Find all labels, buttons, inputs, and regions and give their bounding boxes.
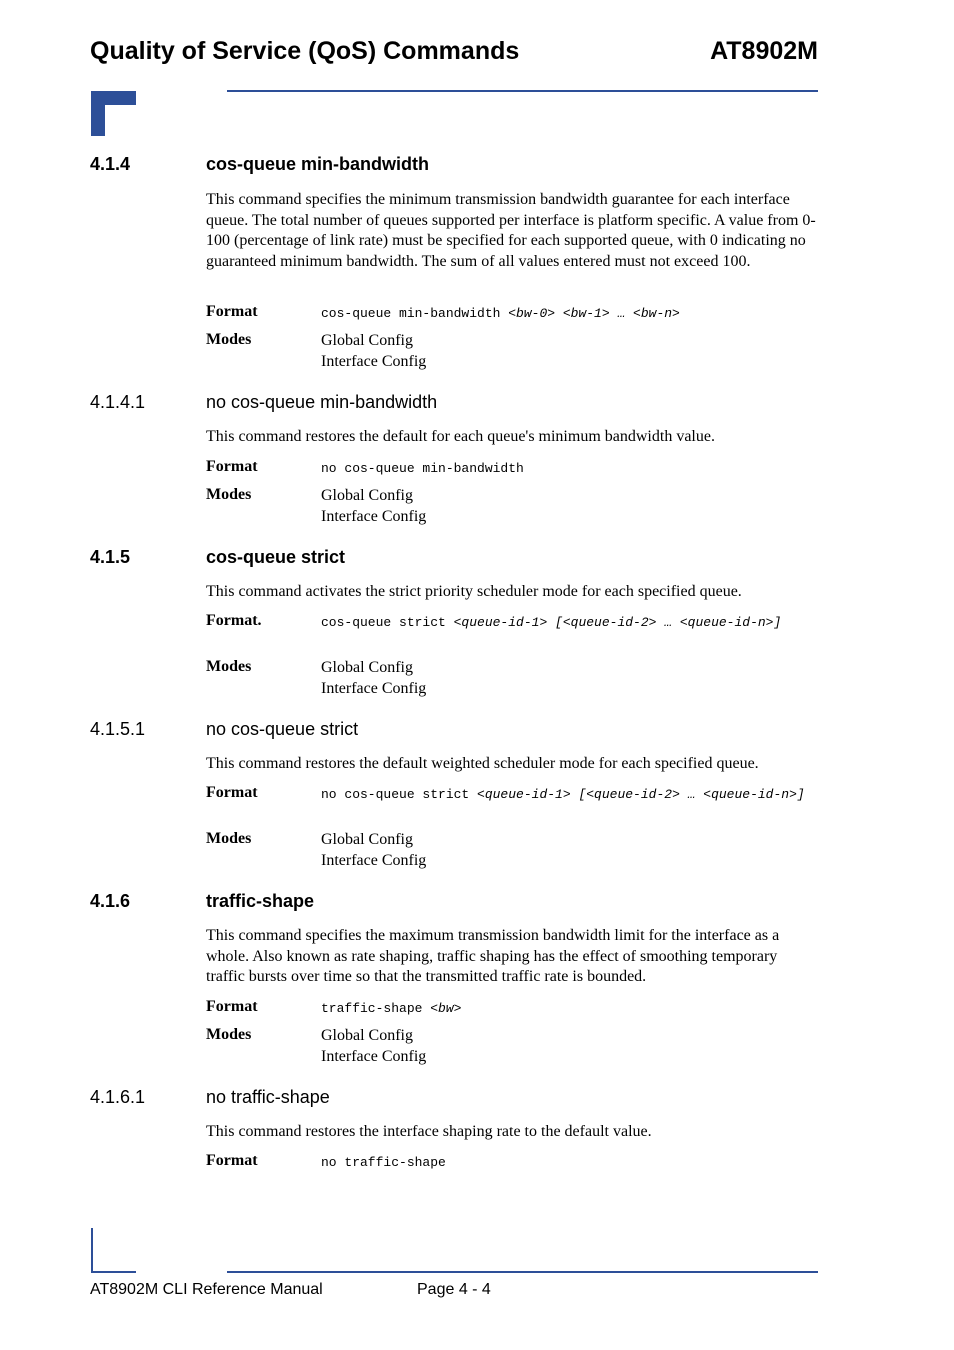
mode-item: Interface Config	[321, 352, 427, 370]
modes-label: Modes	[206, 1026, 252, 1043]
section-heading-4-1-4-1	[90, 392, 437, 413]
format-command	[321, 460, 813, 478]
format-command	[321, 305, 813, 323]
section-heading-4-1-6-1	[90, 1087, 330, 1108]
section-heading-4-1-5	[90, 547, 345, 568]
footer-page-number: Page 4 - 4	[417, 1281, 491, 1298]
section-heading-4-1-6	[90, 891, 314, 912]
modes-label: Modes	[206, 331, 252, 348]
section-description: This command restores the interface shaping rate to the default value.	[206, 1123, 652, 1140]
format-label: Format	[206, 1152, 258, 1169]
section-title: traffic-shape	[206, 891, 315, 911]
modes-label: Modes	[206, 486, 252, 503]
footer-corner-mark	[91, 1271, 136, 1273]
mode-item: Global Config	[321, 487, 413, 504]
command-text: cos-queue strict	[321, 615, 454, 630]
mode-item: Global Config	[321, 1027, 413, 1044]
section-number: 4.1.4	[90, 154, 131, 174]
footer-manual-title: AT8902M CLI Reference Manual	[90, 1281, 323, 1298]
command-text: no traffic-shape	[321, 1155, 446, 1170]
mode-item: Interface Config	[321, 679, 427, 697]
mode-item: Interface Config	[321, 1047, 427, 1065]
mode-item: Interface Config	[321, 507, 427, 525]
section-number: 4.1.6	[90, 891, 131, 911]
mode-item: Global Config	[321, 659, 413, 676]
header-rule	[227, 90, 818, 92]
section-number: 4.1.5	[90, 547, 131, 567]
command-text: traffic-shape	[321, 1001, 431, 1016]
page-header-title: Quality of Service (QoS) Commands	[90, 37, 520, 65]
mode-item: Global Config	[321, 831, 413, 848]
section-description: This command specifies the maximum transmission bandwidth limit for the interface as a whole. Also known as rate shaping, traffic shaping has the effect of smoothing temporary traffic bursts over time so that the transmitted traffic rate is bounded.	[206, 927, 780, 986]
section-title: no cos-queue min-bandwidth	[206, 392, 438, 412]
section-heading-4-1-5-1	[90, 719, 358, 740]
section-number: 4.1.5.1	[90, 719, 146, 739]
footer-rule	[227, 1271, 818, 1273]
command-arguments: <queue-id-1> [<queue-id-2> … <queue-id-n>]	[453, 615, 782, 630]
modes-label: Modes	[206, 830, 252, 847]
mode-item: Global Config	[321, 332, 413, 349]
section-title: no traffic-shape	[206, 1087, 330, 1107]
mode-item: Interface Config	[321, 851, 427, 869]
modes-list	[321, 486, 426, 527]
page-header-product: AT8902M	[710, 37, 818, 65]
command-arguments: <bw-0> <bw-1> … <bw-n>	[508, 306, 680, 321]
format-command	[321, 1000, 813, 1018]
command-arguments: <queue-id-1> [<queue-id-2> … <queue-id-n>]	[477, 787, 805, 802]
header-corner-mark-vertical	[91, 91, 105, 136]
format-label: Format.	[206, 612, 262, 629]
section-number: 4.1.6.1	[90, 1087, 146, 1107]
footer-corner-mark-vertical	[91, 1228, 93, 1273]
modes-label: Modes	[206, 658, 252, 675]
command-text: cos-queue min-bandwidth	[321, 306, 509, 321]
command-text: no cos-queue strict	[321, 787, 478, 802]
format-command	[321, 786, 813, 804]
command-arguments: <bw>	[430, 1001, 462, 1016]
modes-list	[321, 1026, 426, 1067]
modes-list	[321, 331, 426, 372]
format-command	[321, 614, 813, 632]
section-description: This command specifies the minimum transmission bandwidth guarantee for each interface queue. The total number of queues supported per interface is platform specific. A value from 0-100 (percentage of link rate) must be specified for each supported queue, with 0 indicating no guaranteed minimum bandwidth. The sum of all values entered must not exceed 100.	[206, 191, 816, 271]
modes-list	[321, 658, 426, 699]
section-number: 4.1.4.1	[90, 392, 146, 412]
section-title: no cos-queue strict	[206, 719, 359, 739]
format-label: Format	[206, 458, 258, 475]
format-label: Format	[206, 998, 258, 1015]
section-description: This command restores the default for each queue's minimum bandwidth value.	[206, 428, 715, 445]
modes-list	[321, 830, 426, 871]
section-heading-4-1-4	[90, 154, 429, 175]
section-description: This command restores the default weighted scheduler mode for each specified queue.	[206, 755, 759, 772]
format-command	[321, 1154, 813, 1172]
format-label: Format	[206, 303, 258, 320]
command-text: no cos-queue min-bandwidth	[321, 461, 524, 476]
format-label: Format	[206, 784, 258, 801]
section-title: cos-queue strict	[206, 547, 346, 567]
section-title: cos-queue min-bandwidth	[206, 154, 429, 174]
section-description: This command activates the strict priority scheduler mode for each specified queue.	[206, 583, 742, 600]
